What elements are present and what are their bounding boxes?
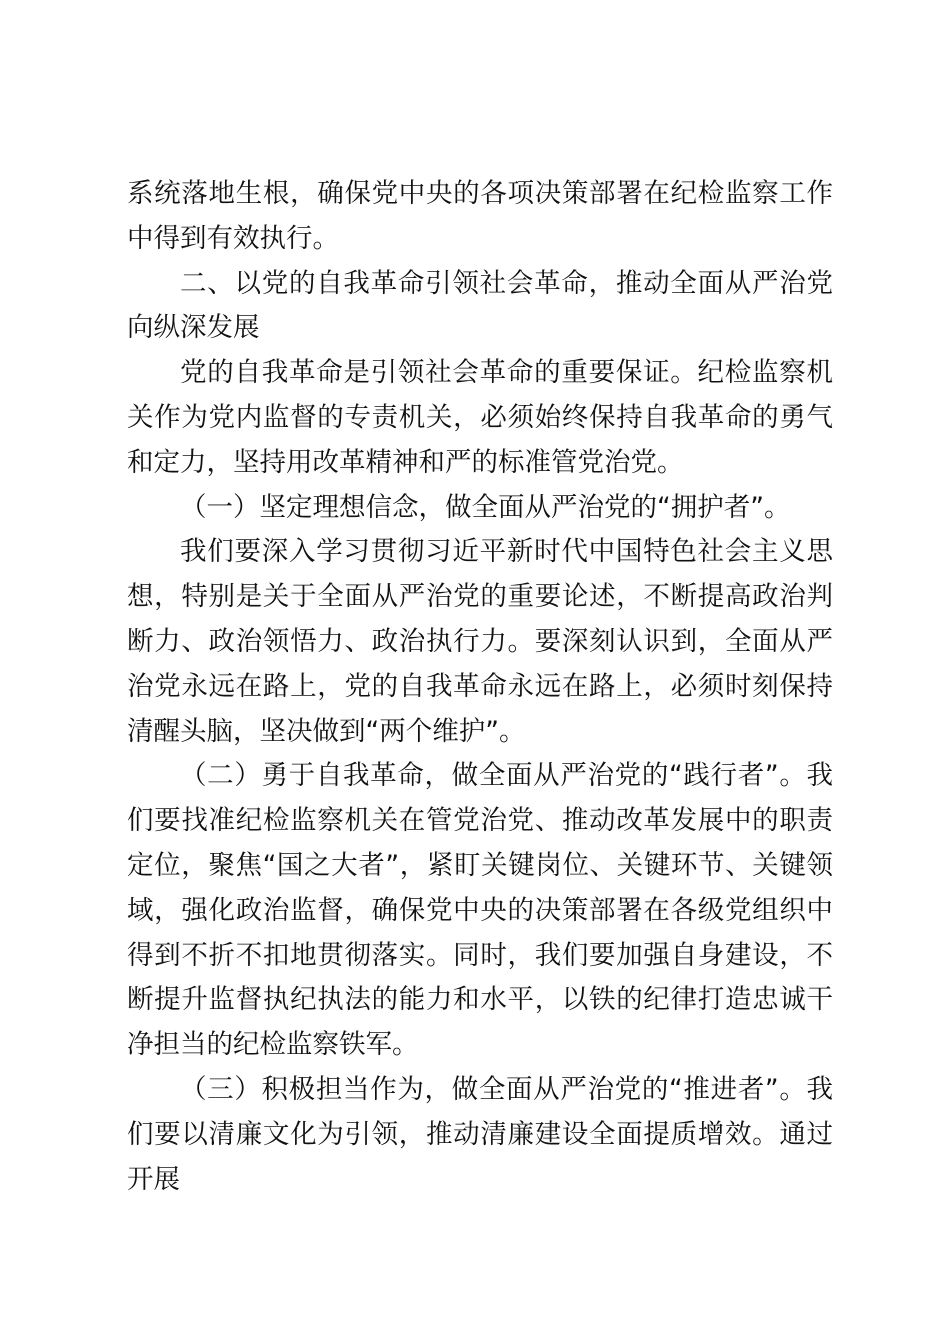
paragraph-self-revolution: 党的自我革命是引领社会革命的重要保证。纪检监察机关作为党内监督的专责机关，必须始终保持自我革命的勇气和定力，坚持用改革精神和严的标准管党治党。 (127, 357, 833, 478)
subheading-one: （一）坚定理想信念，做全面从严治党的“拥护者”。 (180, 491, 791, 523)
paragraph-subheading-two: （二）勇于自我革命，做全面从严治党的“践行者”。我们要找准纪检监察机关在管党治党、推动改革发展中的职责定位，聚焦“国之大者”，紧盯关键岗位、关键环节、关键领域，强化政治监督，确保党中央的决策部署在各级党组织中得到不折不扣地贯彻落实。同时，我们要加强自身建设，不断提升监督执纪执法的能力和水平，以铁的纪律打造忠诚干净担当的纪检监察铁军。 (127, 760, 833, 1061)
paragraph-subheading-three: （三）积极担当作为，做全面从严治党的“推进者”。我们要以清廉文化为引领，推动清廉建设全面提质增效。通过开展 (127, 1073, 833, 1195)
paragraph-study-thought: 我们要深入学习贯彻习近平新时代中国特色社会主义思想，特别是关于全面从严治党的重要论述，不断提高政治判断力、政治领悟力、政治执行力。要深刻认识到，全面从严治党永远在路上，党的自我革命永远在路上，必须时刻保持清醒头脑，坚决做到“两个维护”。 (127, 536, 833, 747)
paragraph-continuation: 系统落地生根，确保党中央的各项决策部署在纪检监察工作中得到有效执行。 (127, 178, 833, 254)
document-body (127, 172, 833, 1202)
section-heading-two: 二、以党的自我革命引领社会革命，推动全面从严治党向纵深发展 (127, 267, 833, 344)
